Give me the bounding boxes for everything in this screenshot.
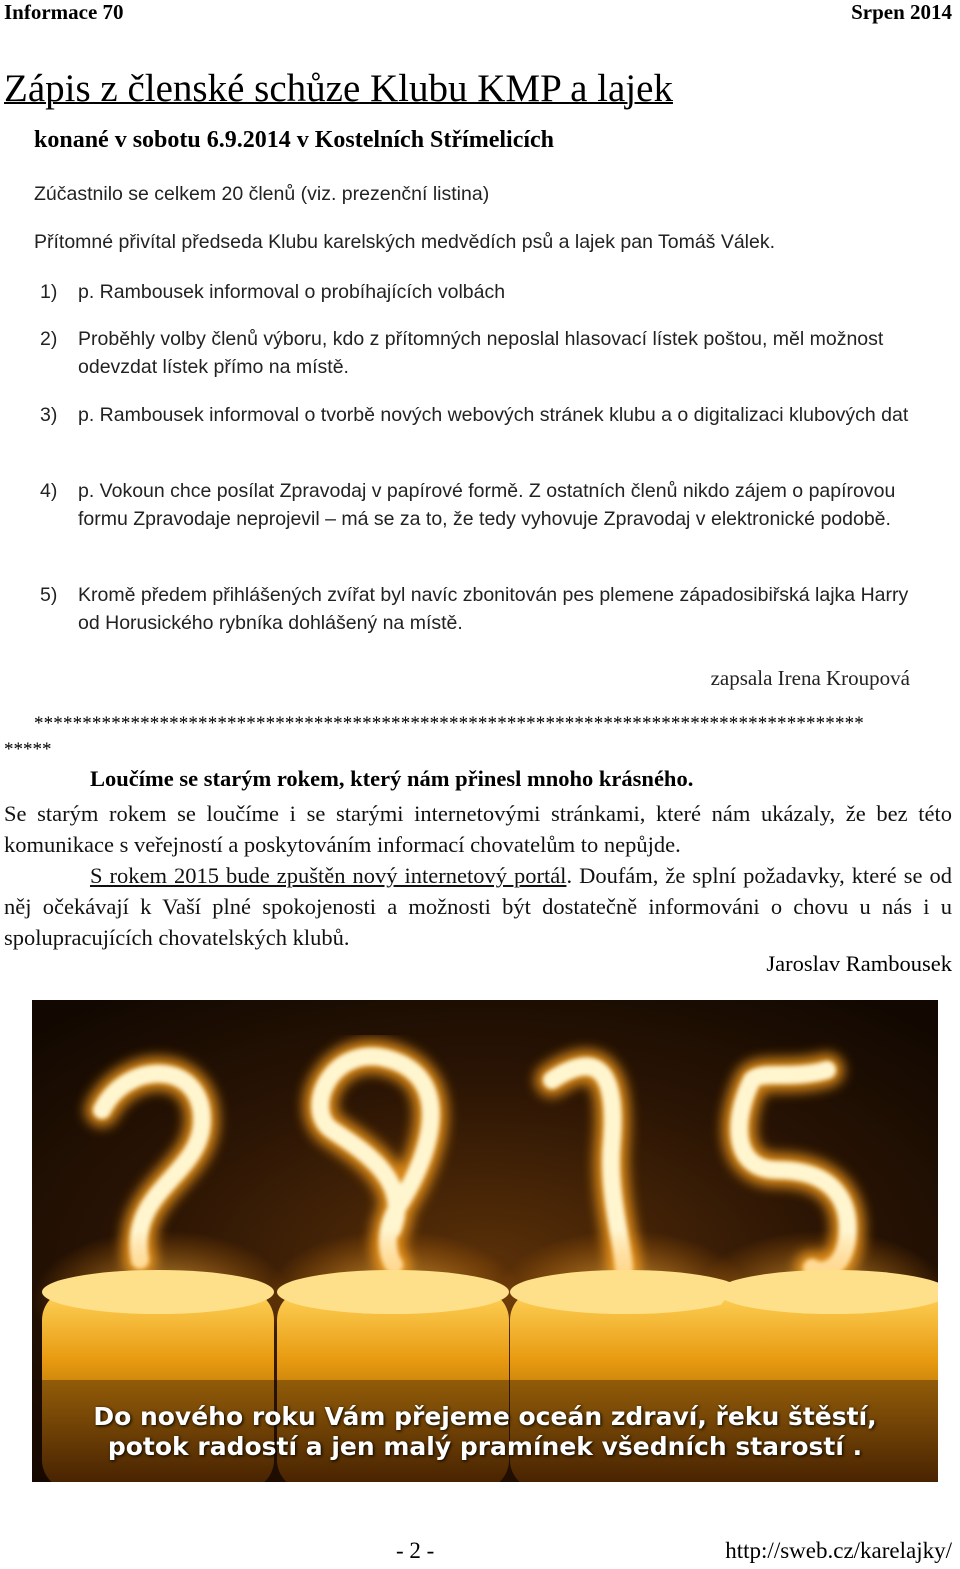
agenda-item-5 [40, 581, 920, 637]
agenda-item-4 [40, 477, 920, 533]
new-year-candles-image [32, 1000, 938, 1482]
agenda-item-number: 5) [40, 584, 58, 606]
meeting-subtitle: konané v sobotu 6.9.2014 v Kostelních Střímelicích [34, 127, 555, 153]
agenda-item-text: Proběhly volby členů výboru, kdo z přítomných neposlal hlasovací lístek poštou, měl možnost odevzdat lístek přímo na místě. [78, 328, 884, 378]
separator-line: ************************************************************************************** [34, 713, 864, 734]
agenda-item-text: p. Rambousek informoval o tvorbě nových webových stránek klubu a o digitalizaci klubových dat [78, 404, 909, 426]
agenda-item-number: 2) [40, 328, 58, 350]
agenda-item-number: 1) [40, 281, 58, 303]
agenda-item-2 [40, 325, 920, 381]
recorder-signature: zapsala Irena Kroupová [710, 666, 910, 690]
farewell-heading: Loučíme se starým rokem, který nám přinesl mnoho krásného. [90, 766, 694, 791]
agenda-item-text: p. Rambousek informoval o probíhajících volbách [78, 281, 506, 303]
agenda-item-number: 4) [40, 480, 58, 502]
page-number: - 2 - [396, 1538, 435, 1563]
separator-line-end: ***** [4, 739, 52, 760]
farewell-text-part1: Se starým rokem se loučíme i se starými internetovými stránkami, které nám ukázaly, že bez této komunikace s veřejností a poskytováním informací chovatelům to nepůjde. [4, 801, 952, 857]
welcome-text: Přítomné přivítal předseda Klubu karelských medvědích psů a lajek pan Tomáš Válek. [34, 231, 776, 253]
agenda-item-text: Kromě předem přihlášených zvířat byl navíc zbonitován pes plemene západosibiřská lajka Harry od Horusického rybníka dohlášený na místě. [78, 584, 909, 634]
farewell-paragraph [4, 798, 952, 953]
header-date: Srpen 2014 [851, 0, 952, 24]
farewell-text-part2: . Doufám, že splní požadavky, které se od něj očekávají k Vaší plné spokojenosti a možnosti být dostatečně informováni o chovu u nás i u spolupracujících chovatelských klubů. [4, 863, 952, 950]
agenda-item-number: 3) [40, 404, 58, 426]
page-title: Zápis z členské schůze Klubu KMP a lajek [4, 67, 673, 110]
footer-website-link[interactable]: http://sweb.cz/karelajky/ [725, 1538, 952, 1563]
greeting-line-1: Do nového roku Vám přejeme oceán zdraví, řeku štěstí, [93, 1402, 877, 1431]
header-issue: Informace 70 [4, 0, 124, 24]
author-signature: Jaroslav Rambousek [766, 951, 952, 976]
agenda-item-1 [40, 278, 920, 306]
agenda-item-3 [40, 401, 920, 429]
agenda-item-text: p. Vokoun chce posílat Zpravodaj v papírové formě. Z ostatních členů nikdo zájem o papírovou formu Zpravodaje neprojevil – má se za to, že tedy vyhovuje Zpravodaj v elektronické podobě. [78, 480, 896, 530]
greeting-line-2: potok radostí a jen malý pramínek všedních starostí . [107, 1432, 863, 1461]
attendance-text: Zúčastnilo se celkem 20 členů (viz. prezenční listina) [34, 183, 490, 205]
portal-announcement-link[interactable]: S rokem 2015 bude zpuštěn nový internetový portál [90, 863, 567, 888]
